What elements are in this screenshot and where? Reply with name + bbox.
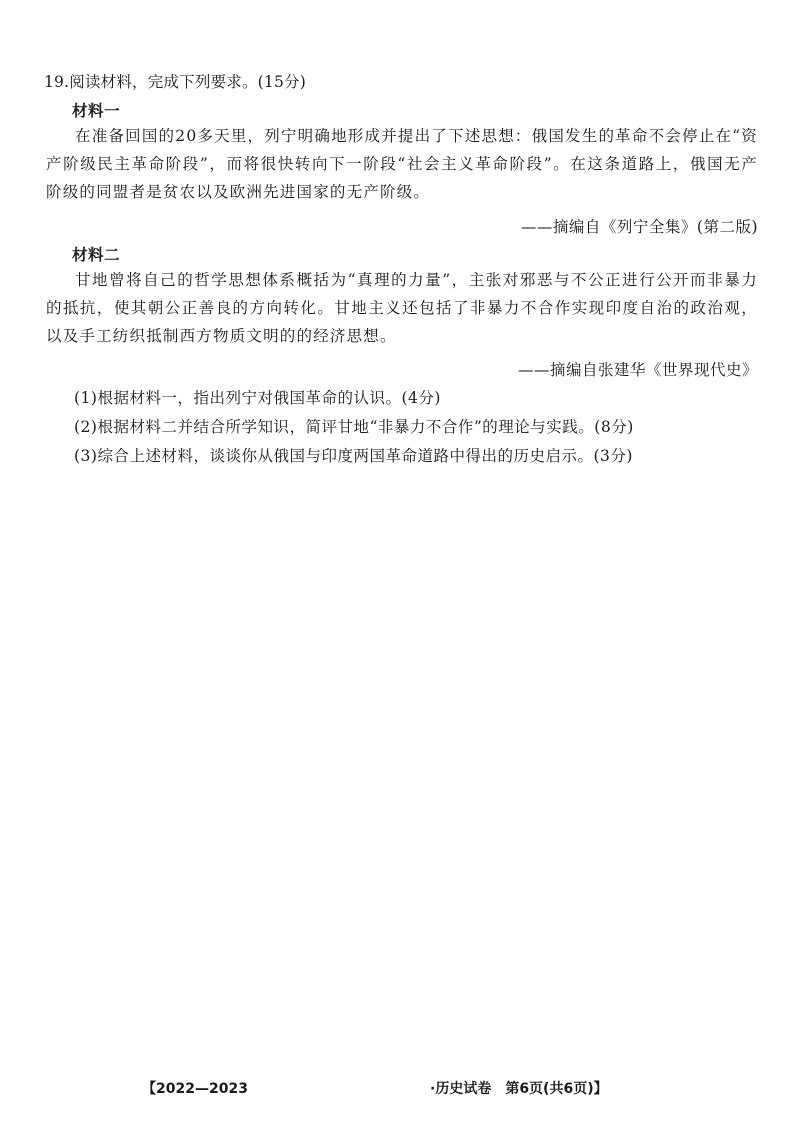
sub-question-2: (2)根据材料二并结合所学知识，简评甘地“非暴力不合作”的理论与实践。(8分) bbox=[74, 418, 634, 436]
footer-year: 【2022—2023 bbox=[142, 1081, 248, 1097]
question-title: 19.阅读材料，完成下列要求。(15分) bbox=[44, 73, 306, 91]
sub-question-1: (1)根据材料一，指出列宁对俄国革命的认识。(4分) bbox=[74, 389, 441, 407]
material-1-heading: 材料一 bbox=[72, 101, 121, 120]
material-2-source: ——摘编自张建华《世界现代史》 bbox=[517, 361, 758, 379]
material-1-text: 在准备回国的20多天里，列宁明确地形成并提出了下述思想：俄国发生的革命不会停止在“资产阶级民主革命阶段”，而将很快转向下一阶段“社会主义革命阶段”。在这条道路上，俄国无产阶级的同盟者是贫农以及欧洲先进国家的无产阶级。 bbox=[46, 127, 758, 201]
material-2-heading: 材料二 bbox=[72, 245, 121, 264]
sub-question-3: (3)综合上述材料，谈谈你从俄国与印度两国革命道路中得出的历史启示。(3分) bbox=[74, 447, 633, 465]
footer-page-info: ·历史试卷 第6页(共6页)】 bbox=[430, 1081, 608, 1097]
material-1-source: ——摘编自《列宁全集》(第二版) bbox=[520, 218, 758, 236]
material-2-text: 甘地曾将自己的哲学思想体系概括为“真理的力量”，主张对邪恶与不公正进行公开而非暴力的抵抗，使其朝公正善良的方向转化。甘地主义还包括了非暴力不合作实现印度自治的政治观，以及手工纺织抵制西方物质文明的的经济思想。 bbox=[46, 271, 758, 345]
